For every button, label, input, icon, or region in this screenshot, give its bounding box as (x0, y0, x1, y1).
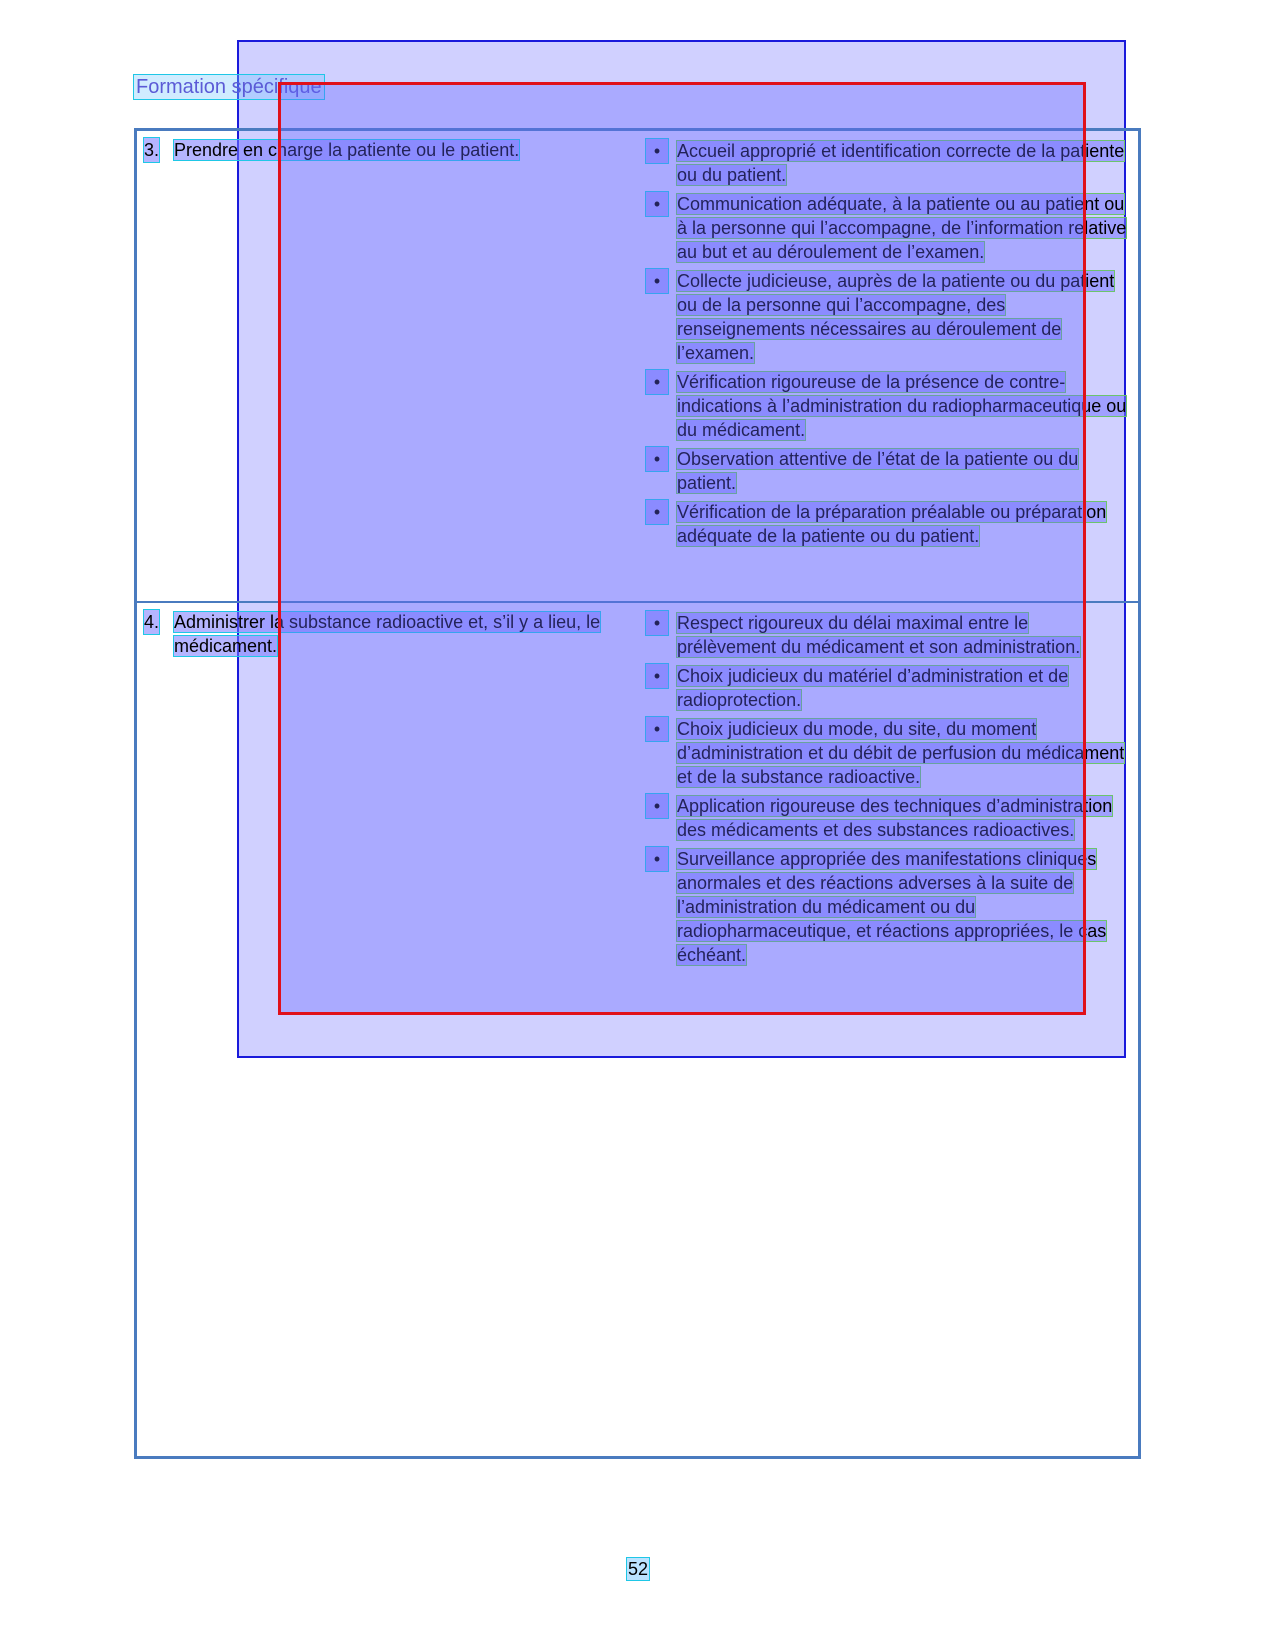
bullet-icon: • (646, 717, 668, 741)
list-item: • Accueil approprié et identification correcte de la patiente ou du patient. (646, 139, 1130, 187)
page-number: 52 (628, 1559, 649, 1579)
highlight-region-inner (278, 82, 1086, 1015)
bullet-icon: • (646, 139, 668, 163)
competency-text: Prendre en charge la patiente ou le patient. (174, 140, 520, 160)
bullet-icon: • (646, 847, 668, 871)
competency-number: 3. (144, 140, 160, 160)
list-item: • Vérification de la préparation préalable ou préparation adéquate de la patiente ou du patient. (646, 500, 1130, 548)
bullet-icon: • (646, 664, 668, 688)
list-item: • Collecte judicieuse, auprès de la patiente ou du patient ou de la personne qui l’accompagne, des renseignements nécessaires au déroulement de l’examen. (646, 269, 1130, 365)
bullet-icon: • (646, 447, 668, 471)
bullet-icon: • (646, 500, 668, 524)
list-item: • Choix judicieux du mode, du site, du moment d’administration et du débit de perfusion du médicament et de la substance radioactive. (646, 717, 1130, 789)
competency-text: Administrer la substance radioactive et, s’il y a lieu, le médicament. (174, 612, 601, 656)
bullet-icon: • (646, 192, 668, 216)
bullet-icon: • (646, 611, 668, 635)
bullet-icon: • (646, 269, 668, 293)
bullet-icon: • (646, 794, 668, 818)
list-item: • Observation attentive de l’état de la patiente ou du patient. (646, 447, 1130, 495)
list-item: • Communication adéquate, à la patiente ou au patient ou à la personne qui l’accompagne, de l’information relative au but et au déroulement de l’examen. (646, 192, 1130, 264)
list-item: • Surveillance appropriée des manifestations cliniques anormales et des réactions adverses à la suite de l’administration du médicament ou du radiopharmaceutique, et réactions appropriées, le cas échéant. (646, 847, 1130, 967)
list-item: • Respect rigoureux du délai maximal entre le prélèvement du médicament et son administration. (646, 611, 1130, 659)
list-item: • Choix judicieux du matériel d’administration et de radioprotection. (646, 664, 1130, 712)
competency-number: 4. (144, 612, 160, 632)
bullet-icon: • (646, 370, 668, 394)
list-item: • Vérification rigoureuse de la présence de contre-indications à l’administration du radiopharmaceutique ou du médicament. (646, 370, 1130, 442)
list-item: • Application rigoureuse des techniques d’administration des médicaments et des substances radioactives. (646, 794, 1130, 842)
section-label: Formation spécifique (136, 76, 322, 98)
